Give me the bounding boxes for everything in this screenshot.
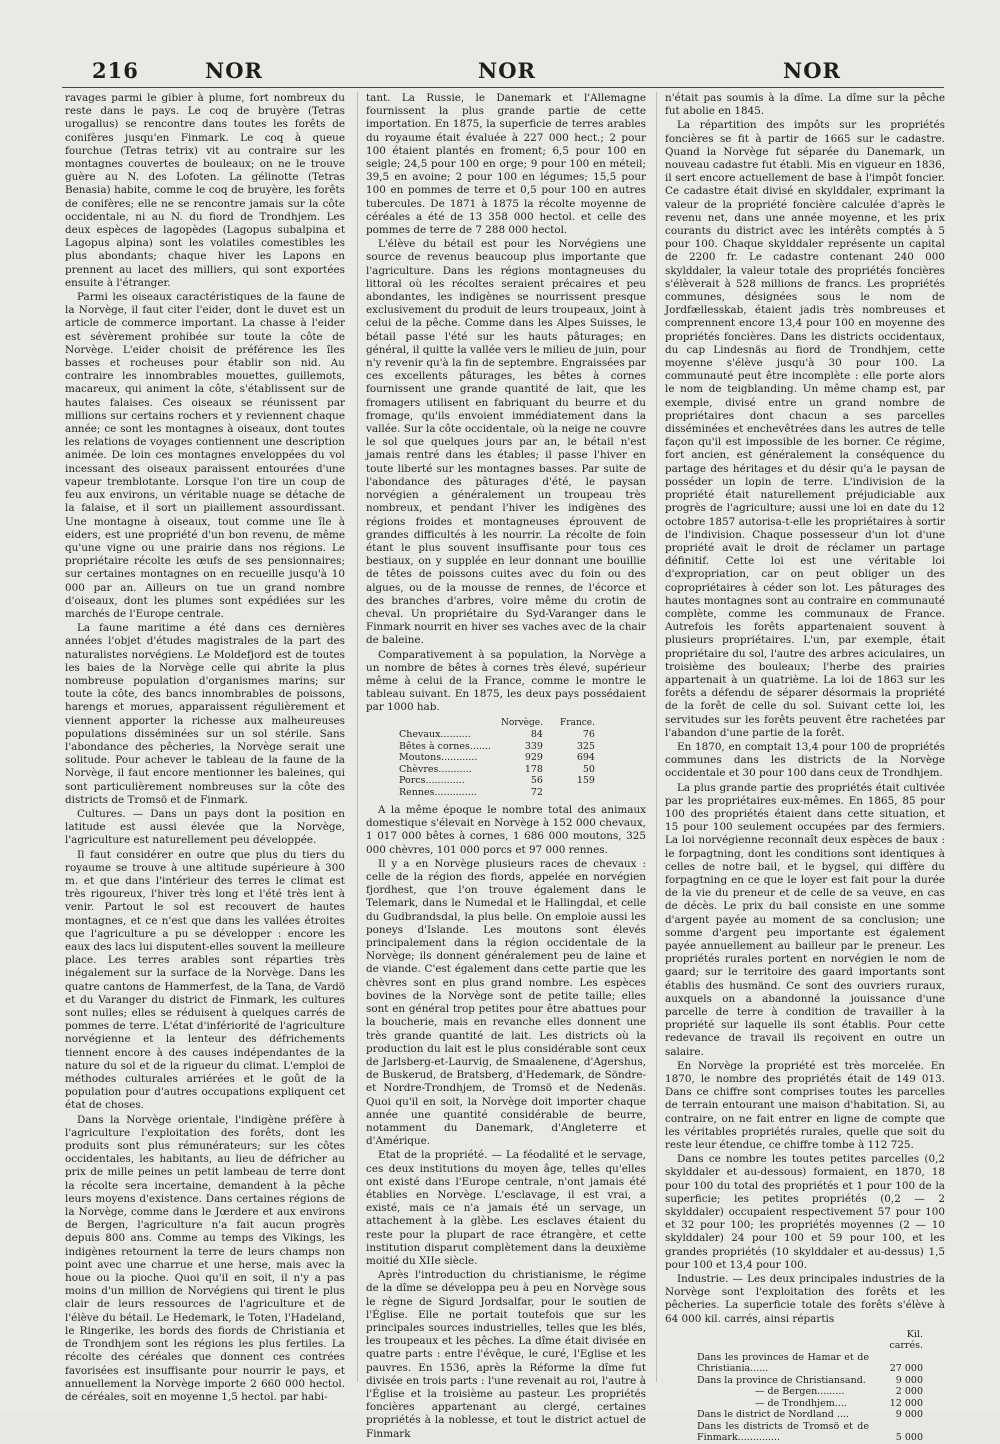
paragraph: ravages parmi le gibier à plume, fort nombreux du reste dans le pays. Le coq de bruyère (Tetras urogallus) se rencontre dans toutes les forêts de conifères jusqu'en Finmark. Le coq à queue fourchue (Tetras tetrix) vit au contraire sur les montagnes couvertes de bouleaux; on ne le trouve guère au N. des Lofoten. La gélinotte (Tetras Benasia) habite, comme le coq de bruyère, les forêts de conifères; elle ne se rencontre jamais sur la côte occidentale, ni au N. du fiord de Trondhjem. Les deux espèces de lagopèdes (Lagopus subalpina et Lagopus alpina) sont les volatiles comestibles les plus abondants; chaque hiver les Lapons en prennent au lacet des milliers, qui sont exportées ensuite à l'étranger. — [65, 92, 345, 289]
table-cell: — de Trondhjem.... — [755, 1397, 847, 1409]
table-row — [396, 775, 598, 787]
paragraph: La répartition des impôts sur les propriétés foncières se fit à partir de 1665 sur le cadastre. Quand la Norvège fut séparée du Danemark, un nouveau cadastre fut établi. Mis en vigueur en 1836, il sert encore actuellement de base à l'impôt foncier. Ce cadastre était divisé en skylddaler, exprimant la valeur de la propriété foncière calculée d'après le revenu net, dans une année moyenne, et les prix courants du district avec les intérêts comptés à 5 pour 100. Chaque skylddaler représente un capital de 2200 fr. Le cadastre contenant 240 000 skylddaler, la valeur totale des propriétés foncières s'élèverait à 528 millions de francs. Les propriétés communes, désignées sous le nom de Jordfællesskab, étaient jadis très nombreuses et comprennent encore 13,4 pour 100 en moyenne des propriétés foncières. Dans les districts occidentaux, du cap Lindesnäs au fiord de Trondhjem, cette moyenne s'élève jusqu'à 30 pour 100. La communauté peut être incomplète : elle porte alors le nom de teigblanding. Un même champ est, par exemple, divisé entre un grand nombre de propriétaires dont chacun a ses parcelles disséminées et enchevêtrées dans les autres de telle façon qu'il est impossible de les borner. Ce régime, fort ancien, est généralement la conséquence du partage des héritages et du désir qu'a le paysan de posséder un lopin de terre. L'indivision de la propriété était naturellement préjudiciable aux progrès de l'agriculture; aussi une loi en date du 12 octobre 1857 autorisa-t-elle les propriétaires à sortir de l'indivision. Chaque possesseur d'un lot d'une propriété avait le droit de réclamer un partage définitif. Cette loi est une véritable loi d'expropriation, car on peut obliger un des copropriétaires à céder son lot. Les pâturages des hautes montagnes sont au contraire en communauté complète, comme les communaux de France. Autrefois les forêts appartenaient souvent à plusieurs propriétaires. L'un, par exemple, était propriétaire du sol, l'autre des arbres aciculaires, un troisième des bouleaux; l'herbe des prairies appartenait à un quatrième. La loi de 1863 sur les forêts a défendu de séparer désormais la propriété de la forêt de celle du sol. Suivant cette loi, les servitudes sur les forêts peuvent être rachetées par l'abandon d'une partie de la forêt. — [665, 119, 945, 739]
table-cell: Chèvres........... — [399, 763, 472, 775]
paragraph: n'était pas soumis à la dîme. La dîme sur la pêche fut abolie en 1845. — [665, 92, 945, 118]
table-row — [695, 1409, 925, 1421]
table-cell — [546, 787, 598, 799]
table-cell — [396, 718, 494, 730]
paragraph: Après l'introduction du christianisme, le régime de la dîme se développa peu à peu en Norvège sous le règne de Sigurd Jordsalfar, pour le soutien de l'Église. Elle ne portait toutefois que sur les principales sources industrielles, telles que les blés, les troupeaux et les pêches. La dîme était divisée en quatre parts : entre l'évêque, le curé, l'Eglise et les pauvres. En 1536, après la Réforme la dîme fut divisée en trois parts : l'une revenait au roi, l'autre à l'Église et la troisième au pasteur. Les propriétés foncières appartenant au clergé, certaines propriétés à la noblesse, et tout le district actuel de Finmark — [366, 1269, 646, 1440]
paragraph: En 1870, en comptait 13,4 pour 100 de propriétés communes dans les districts de la Norvège occidentale et 30 pour 100 dans ceux de Trondhjem. — [665, 740, 945, 780]
table-cell: 9 000 — [895, 1374, 923, 1386]
forest-table — [695, 1329, 925, 1444]
table-cell: Dans la province de Christiansand. — [697, 1374, 866, 1386]
table-cell: 339 — [524, 740, 543, 752]
table-cell: Moutons............ — [399, 752, 478, 764]
table-cell: Chevaux.......... — [399, 729, 471, 741]
livestock-table — [396, 718, 598, 799]
table-cell: — de Bergen......... — [755, 1386, 845, 1398]
table-cell: 56 — [530, 775, 543, 787]
table-cell: Norvège. — [501, 717, 543, 728]
table-row — [396, 764, 598, 776]
table-cell: 50 — [582, 763, 595, 775]
table-row — [396, 729, 598, 741]
table-cell: Porcs............. — [399, 775, 465, 787]
paragraph: L'élève du bétail est pour les Norvégiens une source de revenus beaucoup plus importante que l'agriculture. Dans les régions montagneuses du littoral où les récoltes seraient précaires et peu abondantes, les indigènes se nourrissent presque exclusivement du produit de leurs troupeaux, joint à celui de la pêche. Comme dans les Alpes Suisses, le bétail passe l'été sur les hauts pâturages; en général, il quitte la vallée vers le milieu de juin, pour n'y revenir qu'à la fin de septembre. Engraissées par ces excellents pâturages, les bêtes à cornes fournissent une grande quantité de lait, que les fromagers utilisent en fabriquant du beurre et du fromage, qu'ils envoient immédiatement dans la vallée. Sur la côte occidentale, où la neige ne couvre le sol que quelques jours par an, le bétail n'est jamais rentré dans les étables; il passe l'hiver en toute liberté sur les montagnes basses. Par suite de l'abondance des pâturages d'été, le paysan norvégien a généralement un troupeau très nombreux, et pendant l'hiver les indigènes des régions froides et montagneuses éprouvent de grandes difficultés à les nourrir. La récolte de foin étant le plus souvent insuffisante pour tous ces bestiaux, on y supplée en leur donnant une bouillie de têtes de poissons cuites avec du foin ou des algues, ou de la mousse de rennes, de l'écorce et des branches d'arbres, voire même du crotin de cheval. Un propriétaire du Syd-Varanger dans le Finmark nourrit en hiver ses vaches avec de la chair de baleine. — [366, 238, 646, 647]
column-3 — [665, 92, 945, 1444]
table-cell: 694 — [576, 752, 595, 764]
column-divider — [656, 92, 657, 1382]
table-unit: Kil. carrés. — [889, 1328, 923, 1352]
table-row — [396, 752, 598, 764]
table-cell: 5 000 — [895, 1432, 923, 1444]
column-2 — [366, 92, 646, 1440]
table-cell: 72 — [530, 786, 543, 798]
table-cell: 12 000 — [889, 1397, 923, 1409]
table-cell: Bêtes à cornes....... — [399, 740, 491, 752]
table-header-row — [695, 1329, 925, 1352]
table-row — [695, 1352, 925, 1375]
table-row — [695, 1386, 925, 1398]
table-row — [396, 787, 598, 799]
paragraph: Comparativement à sa population, la Norvège a un nombre de bêtes à cornes très élevé, supérieur même à celui de la France, comme le montre le tableau suivant. En 1875, les deux pays possédaient par 1000 hab. — [366, 648, 646, 714]
paragraph: Parmi les oiseaux caractéristiques de la faune de la Norvège, il faut citer l'eider, dont le duvet est un article de commerce important. La chasse à l'eider est sévèrement prohibée sur toute la côte de Norvège. L'eider choisit de préférence les îles basses et rocheuses pour établir son nid. Au contraire les innombrables mouettes, guillemots, macareux, qui animent la côte, s'établissent sur de hautes falaises. Ces oiseaux se réunissent par millions sur certains rochers et y reviennent chaque année; ce sont les montagnes à oiseaux, dont toutes les relations de voyages contiennent une description animée. De loin ces montagnes enveloppées du vol incessant des oiseaux paraissent entourées d'une vapeur tremblotante. Lorsque l'on tire un coup de feu aux environs, un véritable nuage se détache de la falaise, et il sort un piaillement assourdissant. Une montagne à oiseaux, tout comme une île à eiders, est une propriété d'un bon revenu, de même qu'une vigne ou une prairie dans nos régions. Le propriétaire récolte les œufs de ses pensionnaires; sur certaines montagnes on en recueille jusqu'à 10 000 par an. Ailleurs on tue un grand nombre d'oiseaux, dont les plumes sont expédiées sur les marchés de l'Europe centrale. — [65, 291, 345, 620]
table-cell: 9 000 — [895, 1409, 923, 1421]
table-cell: 76 — [582, 729, 595, 741]
paragraph: A la même époque le nombre total des animaux domestique s'élevait en Norvège à 152 000 chevaux, 1 017 000 bêtes à cornes, 1 686 000 moutons, 325 000 chèvres, 101 000 porcs et 97 000 rennes. — [366, 804, 646, 856]
table-cell: France. — [560, 717, 595, 728]
header-rule — [62, 87, 944, 88]
table-cell: 178 — [524, 763, 543, 775]
paragraph: Il faut considérer en outre que plus du tiers du royaume se trouve à une altitude supérieure à 300 m. et que dans l'intérieur des terres le climat est très rigoureux, l'hiver très long et l'été très lent à venir. Partout le sol est recouvert de hautes montagnes, et ce n'est que dans les vallées étroites que l'agriculture a pu se développer : encore les eaux des lacs lui disputent-elles souvent la meilleure place. Les terres arables sont réparties très inégalement sur la surface de la Norvège. Dans les quatre cantons de Hammerfest, de la Tana, de Vardö et du Varanger du district de Finmark, les cultures sont nulles; elles se réduisent à quelques carrés de pommes de terre. L'état d'infériorité de l'agriculture norvégienne et la lenteur des défrichements tiennent encore à des causes indépendantes de la nature du sol et de la rigueur du climat. L'emploi de méthodes culturales arriérées et le goût de la population pour d'autres occupations expliquent cet état de choses. — [65, 848, 345, 1112]
paragraph: Il y a en Norvège plusieurs races de chevaux : celle de la région des fiords, appelée en norvégien fjordhest, que l'on trouve également dans le Telemark, dans le Numedal et le Hallingdal, et celle du Gudbrandsdal, la plus belle. On emploie aussi les poneys d'Islande. Les moutons sont élevés principalement dans la région occidentale de la Norvège; ils donnent généralement peu de laine et de viande. C'est également dans cette partie que les chèvres sont en plus grand nombre. Les espèces bovines de la Norvège sont de petite taille; elles sont en général trop petites pour être abattues pour la boucherie, mais en revanche elles donnent une très grande quantité de lait. Les districts où la production du lait est le plus considérable sont ceux de Jarlsberg-et-Laurvig, de Smaalenene, d'Agershus, de Buskerud, de Bratsberg, d'Hedemark, de Söndre- et Nordre-Trondhjem, de Tromsö et de Nedenäs. Quoi qu'il en soit, la Norvège doit importer chaque année une quantité considérable de beurre, notamment du Danemark, d'Angleterre et d'Amérique. — [366, 857, 646, 1148]
running-head-left: NOR — [205, 58, 263, 83]
table-cell: 325 — [576, 740, 595, 752]
paragraph: La plus grande partie des propriétés était cultivée par les propriétaires eux-mêmes. En 1865, 85 pour 100 des propriétés étaient dans cette situation, et 15 pour 100 seulement occupées par des fermiers. La loi norvégienne reconnaît deux espèces de baux : le forpagtning, dont les conditions sont identiques à celles de notre bail, et le bygsel, qui diffère du forpagtning en ce que le loyer est fait pour la durée de la vie du preneur et de celle de sa veuve, en cas de décès. Le prix du bail consiste en une somme d'argent payée au moment de sa conclusion; une somme d'argent peu importante est également payée annuellement au bailleur par le preneur. Les propriétés rurales portent en norvégien le nom de gaard; sur le territoire des gaard importants sont établis des husmänd. Ce sont des ouvriers ruraux, auxquels on a abandonné la jouissance d'une parcelle de terre à condition de travailler à la propriété sur laquelle ils sont établis. Pour cette redevance de travail ils reçoivent en outre un salaire. — [665, 781, 945, 1058]
table-cell: 2 000 — [895, 1386, 923, 1398]
paragraph: Dans la Norvège orientale, l'indigène préfère à l'agriculture l'exploitation des forêts, dont les produits sont plus rémunérateurs; sur les côtes occidentales, les habitants, au lieu de défricher au prix de mille peines un petit lambeau de terre dont la récolte sera incertaine, demandent à la pêche leurs moyens d'existence. Dans certaines régions de la Norvège, comme dans le Jœrdere et aux environs de Bergen, l'agriculture n'a fait aucun progrès depuis 800 ans. Comme au temps des Vikings, les indigènes retournent la terre de leurs champs non point avec une charrue et une herse, mais avec la houe ou la pioche. Quoi qu'il en soit, il n'y a pas moins d'un million de Norvégiens qui tirent le plus clair de leurs ressources de l'agriculture et de l'élève du bétail. Le Hedemark, le Toten, l'Hadeland, le Ringerike, les bords des fiords de Christiania et de Trondhjem sont les régions les plus fertiles. La récolte des céréales que donnent ces contrées favorisées est insuffisante pour nourrir le pays, et annuellement la Norvège importe 2 660 000 hectol. de céréales, soit en moyenne 1,5 hectol. par habi- — [65, 1113, 345, 1403]
table-row — [695, 1421, 925, 1444]
running-head-right: NOR — [783, 58, 841, 83]
running-head-center: NOR — [478, 58, 536, 83]
paragraph: En Norvège la propriété est très morcelée. En 1870, le nombre des propriétés était de 149 013. Dans ce chiffre sont comprises toutes les parcelles de terrain entourant une maison d'habitation. Si, au contraire, on ne fait entrer en ligne de compte que les véritables propriétés rurales, quelle que soit du reste leur étendue, ce chiffre tombe à 112 725. — [665, 1059, 945, 1152]
page-number: 216 — [92, 58, 139, 83]
paragraph: Dans ce nombre les toutes petites parcelles (0,2 skylddaler et au-dessous) formaient, en 1870, 18 pour 100 du total des propriétés et 1 pour 100 de la superficie; les petites propriétés (0,2 — 2 skylddaler) occupaient respectivement 57 pour 100 et 32 pour 100; les propriétés moyennes (2 — 10 skylddaler) 24 pour 100 et 59 pour 100, et les grandes propriétés (10 skylddaler et au-dessus) 1,5 pour 100 et 13,4 pour 100. — [665, 1153, 945, 1271]
table-row — [396, 741, 598, 753]
paragraph: tant. La Russie, le Danemark et l'Allemagne fournissent la plus grande partie de cette importation. En 1875, la superficie de terres arables du royaume était évaluée à 227 000 hect.; 2 pour 100 étaient plantés en froment; 6,5 pour 100 en seigle; 24,5 pour 100 en orge; 9 pour 100 en méteil; 39,5 en avoine; 2 pour 100 en légumes; 15,5 pour 100 en pommes de terre et 0,5 pour 100 en autres tubercules. De 1871 à 1875 la récolte moyenne de céréales a été de 13 358 000 hectol. et celle des pommes de terre de 7 288 000 hectol. — [366, 92, 646, 237]
table-row — [695, 1398, 925, 1410]
column-1 — [65, 92, 345, 1403]
table-header-row — [396, 718, 598, 730]
table-cell: 929 — [524, 752, 543, 764]
table-cell: 27 000 — [889, 1363, 923, 1375]
paragraph: Cultures. — Dans un pays dont la position en latitude est aussi élevée que la Norvège, l'agriculture est naturellement peu développée. — [65, 807, 345, 847]
table-cell: 159 — [576, 775, 595, 787]
table-row — [695, 1375, 925, 1387]
column-divider — [357, 92, 358, 1382]
table-cell: Dans les provinces de Hamar et de Christiania...... — [697, 1351, 869, 1375]
table-cell: 84 — [530, 729, 543, 741]
paragraph: Industrie. — Les deux principales industries de la Norvège sont l'exploitation des forêts et les pêcheries. La superficie totale des forêts s'élève à 64 000 kil. carrés, ainsi répartis — [665, 1273, 945, 1325]
paragraph: Etat de la propriété. — La féodalité et le servage, ces deux institutions du moyen âge, telles qu'elles ont existé dans l'Europe centrale, n'ont jamais été établies en Norvège. L'esclavage, il est vrai, a existé, mais ce n'a jamais été un servage, un attachement à la glèbe. Les esclaves étaient du reste pour la plupart de race étrangère, et cette institution disparut complètement dans la deuxième moitié du XIIe siècle. — [366, 1149, 646, 1267]
paragraph: La faune maritime a été dans ces dernières années l'objet d'études magistrales de la part des naturalistes norvégiens. Le Moldefjord est de toutes les baies de la Norvège celle qui abrite la plus nombreuse population d'organismes marins; sur toute la côte, des bancs innombrables de poissons, harengs et morues, apparaissent régulièrement et viennent apporter la richesse aux malheureuses populations disséminées sur un sol stérile. Sans l'abondance des pêcheries, la Norvège serait une solitude. Pour achever le tableau de la faune de la Norvège, il faut encore mentionner les baleines, qui sont particulièrement nombreuses sur la côte des districts de Tromsö et de Finmark. — [65, 622, 345, 806]
table-cell: Rennes.............. — [399, 786, 477, 798]
table-cell: Dans le district de Nordland .... — [697, 1409, 849, 1421]
table-cell: Dans les districts de Tromsö et de Finmark.............. — [697, 1420, 869, 1444]
